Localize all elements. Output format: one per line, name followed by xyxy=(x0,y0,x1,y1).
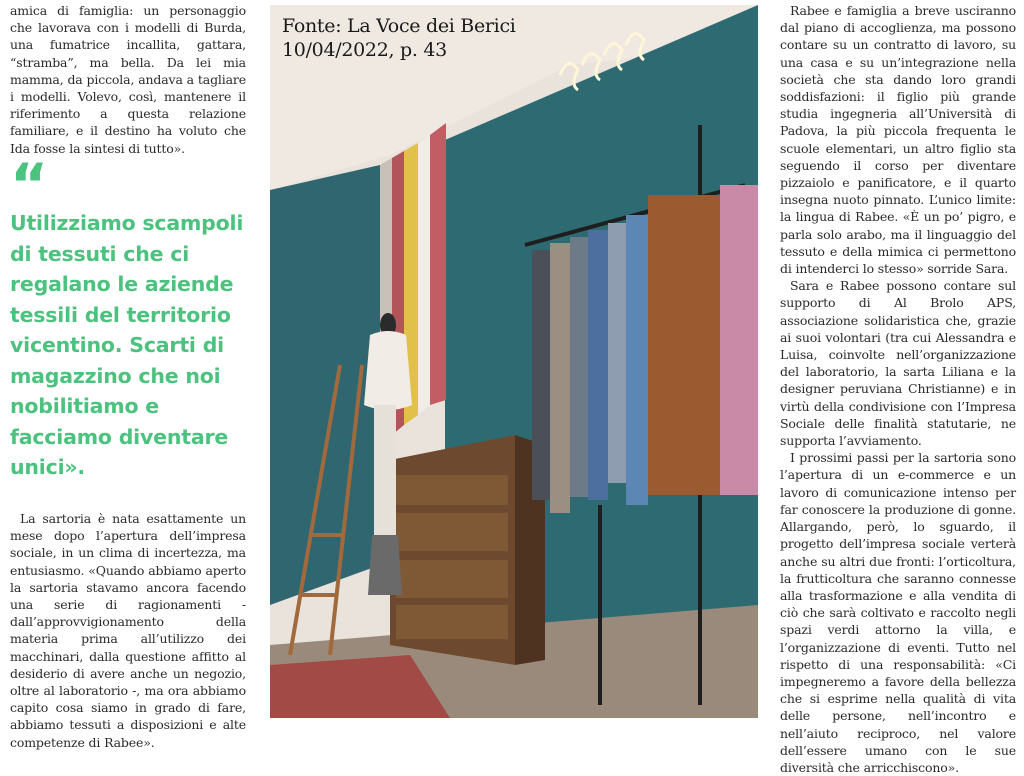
photo-caption-date: 10/04/2022, p. 43 xyxy=(282,39,447,61)
article-paragraph: Rabee e famiglia a breve usciranno dal piano di accoglienza, ma possono contare su un contratto di lavoro, su una casa e su un’integrazione nella società che sta dando loro grandi soddisfazioni: il figlio più grande studia ingegneria all’Università di Padova, la più piccola frequenta le scuole elementari, un altro figlio sta seguendo il corso per diventare pizzaiolo e panificatore, e il quarto insegna nuoto pinnato. L’unico limite: la lingua di Rabee. «È un po’ pigro, e parla solo arabo, ma il linguaggio del tessuto e della mimica ci permettono di intenderci lo stesso» sorride Sara. xyxy=(780,3,1016,277)
photo-caption-source: Fonte: La Voce dei Berici xyxy=(282,15,516,37)
pull-quote: Utilizziamo scampoli di tessuti che ci regalano le aziende tessili del territorio vicentino. Scarti di magazzino che noi nobilitiamo e facciamo diventare unici». xyxy=(10,211,244,479)
article-paragraph: amica di famiglia: un personaggio che lavorava con i modelli di Burda, una fumatrice incallita, gattara, “stramba”, ma bella. Da lei mia mamma, da piccola, andava a tagliare i modelli. Volevo, così, mantenere il riferimento a questa relazione familiare, e il destino ha voluto che Ida fosse la sintesi di tutto». xyxy=(10,3,246,156)
photo-caption xyxy=(282,14,516,62)
sartoria-photo xyxy=(270,5,758,718)
article-paragraph: La sartoria è nata esattamente un mese dopo l’apertura dell’impresa sociale, in un clima di incertezza, ma entusiasmo. «Quando abbiamo aperto la sartoria stavamo ancora facendo una serie di ragionamenti - dall’approvvigionamento della materia prima all’utilizzo dei macchinari, dalla questione affitto al desiderio di avere anche un negozio, oltre al laboratorio -, ma ora abbiamo capito cosa siamo in grado di fare, abbiamo tessuti a disposizioni e alte competenze di Rabee». xyxy=(10,511,246,750)
article-column-right xyxy=(780,2,1016,776)
article-column-left-bottom xyxy=(10,510,246,751)
quote-mark-icon: “ xyxy=(10,151,49,219)
article-column-left-top xyxy=(10,2,246,157)
article-paragraph: Sara e Rabee possono contare sul supporto di Al Brolo APS, associazione solidaristica che, grazie ai suoi volontari (tra cui Alessandra e Luisa, coinvolte nell’organizzazione del laboratorio, la sarta Liliana e la designer peruviana Christianne) e in virtù della condivisione con l’Impresa Sociale delle finalità statutarie, ne supporta l’avviamento. xyxy=(780,278,1016,449)
article-paragraph: I prossimi passi per la sartoria sono l’apertura di un e-commerce e un lavoro di comunicazione intenso per far conoscere la produzione di gonne. Allargando, però, lo sguardo, il progetto dell’impresa sociale verterà anche su altri due fronti: l’orticoltura, la frutticoltura che saranno connesse alla trasformazione e alla vendita di ciò che sarà coltivato e raccolto negli spazi verdi attorno la villa, e l’organizzazione di eventi. Tutto nel rispetto di una responsabilità: «Ci impegneremo a favore della bellezza che si esprime nella qualità di vita delle persone, nell’incontro e nell’aiuto reciproco, nel valore dell’essere umano con le sue diversità che arricchiscono». xyxy=(780,450,1016,775)
